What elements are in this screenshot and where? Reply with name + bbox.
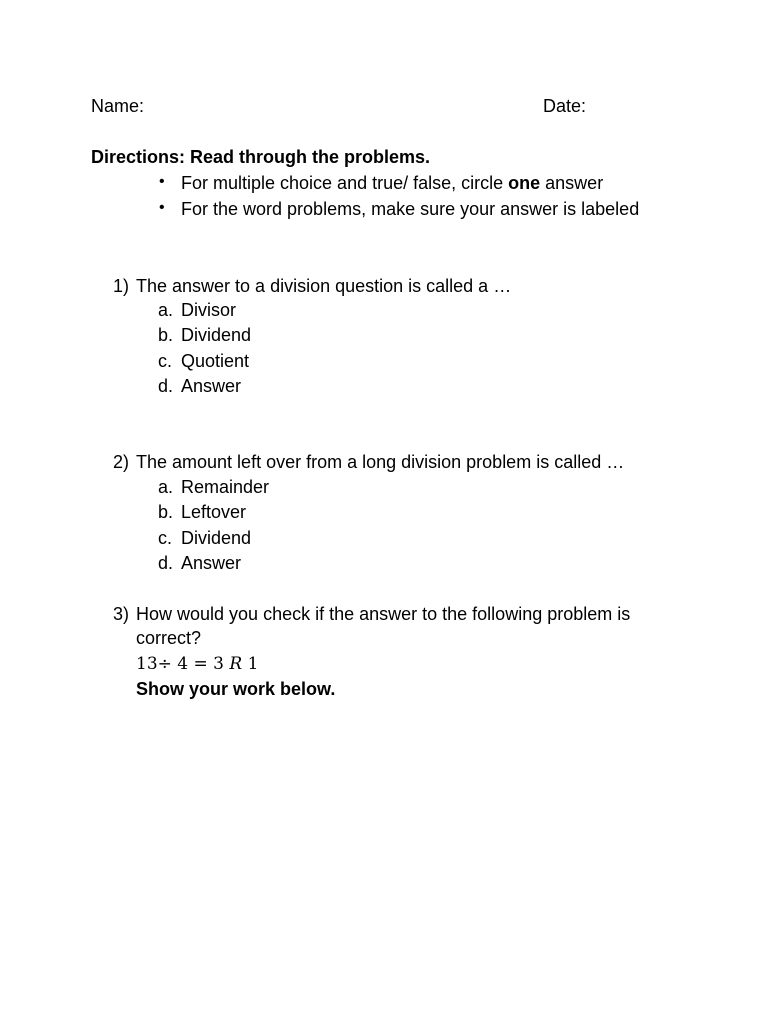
question-1-number: 1) [113,276,130,296]
name-label: Name: [91,96,145,116]
date-label: Date: [543,96,587,116]
question-2-text: The amount left over from a long division problem is called … [136,452,625,472]
bullet-dot-icon: • [159,199,165,216]
question-3-number: 3) [113,604,130,624]
bullet-1-text-before: For multiple choice and true/ false, circle [181,173,509,193]
question-2-number: 2) [113,452,130,472]
question-1-option-a: Divisor [181,300,237,320]
bullet-dot-icon: • [159,173,165,190]
bullet-1-emphasis: one [508,173,541,193]
question-1-option-c: Quotient [181,351,250,371]
equation-right: 1 [242,654,259,674]
question-3-equation [136,653,258,675]
question-3-text-line-1: How would you check if the answer to the following problem is [136,604,631,624]
question-2-option-d: Answer [181,553,242,573]
question-2-option-b: Leftover [181,502,247,522]
question-1-option-letter: a. [158,300,174,320]
question-2-option-c: Dividend [181,528,252,548]
directions-bullet-2: For the word problems, make sure your answer is labeled [181,199,640,219]
question-2-option-letter: d. [158,553,174,573]
question-2-option-letter: a. [158,477,174,497]
equation-left: 13÷ 4 = 3 [136,654,230,674]
question-1-option-letter: d. [158,376,174,396]
question-2-option-letter: c. [158,528,173,548]
question-1-option-d: Answer [181,376,242,396]
question-3-text-line-2: correct? [136,628,202,648]
question-1-option-letter: c. [158,351,173,371]
question-2-option-letter: b. [158,502,174,522]
question-1-option-letter: b. [158,325,174,345]
question-2-option-a: Remainder [181,477,270,497]
directions-label: Directions: Read through the problems. [91,147,431,167]
work-area[interactable] [91,710,677,990]
question-3-instruction: Show your work below. [136,679,336,699]
bullet-1-text-after: answer [540,173,604,193]
question-1-text: The answer to a division question is called a … [136,276,512,296]
equation-variable: R [229,654,243,674]
question-1-option-b: Dividend [181,325,252,345]
directions-bullet-1 [181,172,603,194]
